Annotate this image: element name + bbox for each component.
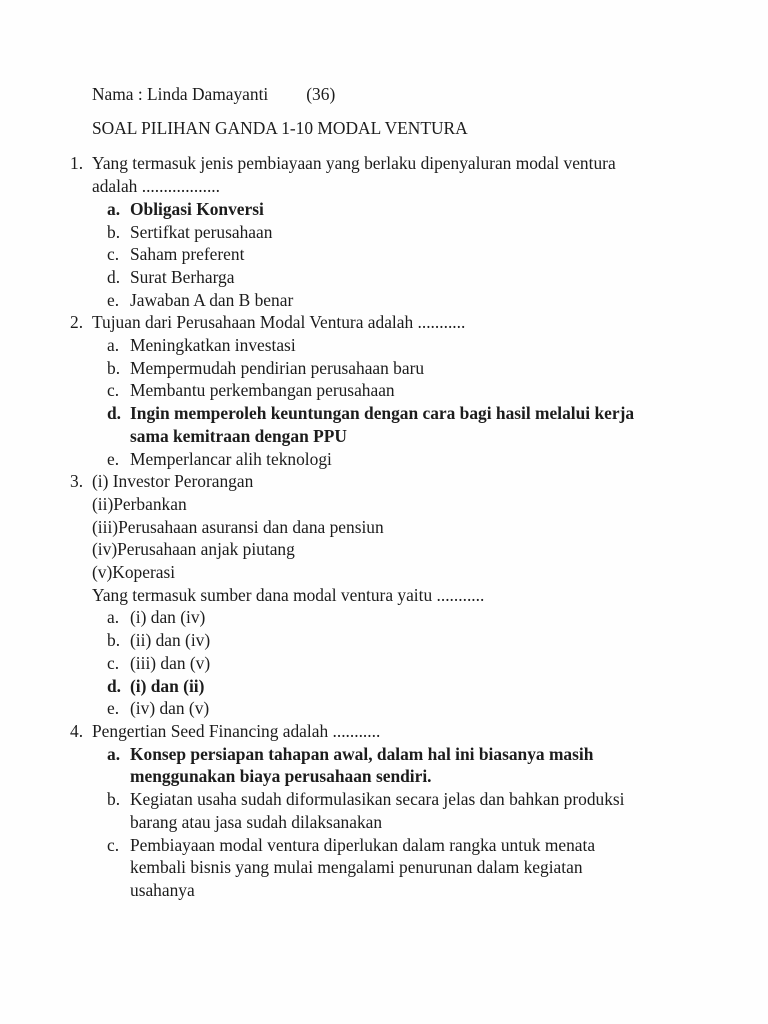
option-row [0, 198, 768, 221]
option-row [0, 379, 768, 402]
option-row [0, 834, 768, 902]
option-text-line: usahanya [130, 879, 195, 900]
option-letter: a. [107, 743, 121, 764]
question-stem-line: (v)Koperasi [92, 562, 176, 583]
option-row [0, 448, 768, 471]
question-number: 3. [70, 471, 84, 492]
question-stem-line: Pengertian Seed Financing adalah ........... [92, 720, 381, 741]
question-stem-line: Yang termasuk sumber dana modal ventura yaitu ........... [92, 584, 485, 605]
option-text-line: Ingin memperoleh keuntungan dengan cara bagi hasil melalui kerja [130, 403, 635, 424]
option-row [0, 675, 768, 698]
document-content [0, 83, 768, 902]
option-letter: b. [107, 357, 121, 378]
option-row [0, 652, 768, 675]
page-title: SOAL PILIHAN GANDA 1-10 MODAL VENTURA [92, 117, 468, 138]
question-stem-line: adalah .................. [92, 176, 220, 197]
option-text-line: Surat Berharga [130, 266, 235, 287]
student-number: (36) [306, 84, 336, 104]
option-letter: a. [107, 335, 120, 356]
question-stem-line: (iii)Perusahaan asuransi dan dana pensiun [92, 516, 384, 537]
option-letter: b. [107, 221, 121, 242]
option-text-line: Sertifkat perusahaan [130, 221, 273, 242]
question-number: 4. [70, 720, 84, 741]
question-3 [0, 470, 768, 720]
option-letter: b. [107, 789, 121, 810]
option-row [0, 243, 768, 266]
option-text-line: Pembiayaan modal ventura diperlukan dalam rangka untuk menata [130, 834, 596, 855]
option-letter: d. [107, 403, 122, 424]
option-text-line: sama kemitraan dengan PPU [130, 425, 347, 446]
question-number: 2. [70, 312, 84, 333]
option-row [0, 629, 768, 652]
option-text-line: Membantu perkembangan perusahaan [130, 380, 395, 401]
question-1 [0, 152, 768, 311]
option-text-line: Konsep persiapan tahapan awal, dalam hal ini biasanya masih [130, 743, 594, 764]
option-text-line: (iii) dan (v) [130, 652, 211, 673]
option-row [0, 743, 768, 788]
option-letter: e. [107, 448, 120, 469]
option-text-line: barang atau jasa sudah dilaksanakan [130, 811, 383, 832]
option-text-line: Obligasi Konversi [130, 198, 264, 219]
option-text-line: Mempermudah pendirian perusahaan baru [130, 357, 425, 378]
option-letter: b. [107, 630, 121, 651]
option-letter: c. [107, 380, 120, 401]
option-row [0, 334, 768, 357]
option-row [0, 788, 768, 833]
option-text-line: Meningkatkan investasi [130, 335, 296, 356]
option-letter: a. [107, 198, 121, 219]
question-number: 1. [70, 153, 84, 174]
question-stem-line: (ii)Perbankan [92, 493, 187, 514]
option-letter: a. [107, 607, 120, 628]
option-letter: d. [107, 266, 121, 287]
option-text-line: menggunakan biaya perusahaan sendiri. [130, 766, 432, 787]
option-text-line: Jawaban A dan B benar [130, 289, 294, 310]
question-stem-line: Yang termasuk jenis pembiayaan yang berlaku dipenyaluran modal ventura [92, 153, 616, 174]
option-text-line: (i) dan (ii) [130, 675, 205, 696]
option-text-line: Memperlancar alih teknologi [130, 448, 332, 469]
option-letter: c. [107, 652, 120, 673]
option-text-line: Saham preferent [130, 244, 245, 265]
question-stem-line: Tujuan dari Perusahaan Modal Ventura adalah ........... [92, 312, 466, 333]
option-row [0, 357, 768, 380]
option-row [0, 221, 768, 244]
student-name: Nama : Linda Damayanti [92, 84, 269, 104]
option-letter: d. [107, 675, 122, 696]
question-4 [0, 720, 768, 902]
option-row [0, 606, 768, 629]
option-text-line: (iv) dan (v) [130, 698, 210, 719]
question-2 [0, 311, 768, 470]
option-text-line: Kegiatan usaha sudah diformulasikan secara jelas dan bahkan produksi [130, 789, 625, 810]
option-letter: e. [107, 698, 120, 719]
option-letter: e. [107, 289, 120, 310]
option-row [0, 289, 768, 312]
option-row [0, 697, 768, 720]
option-text-line: (i) dan (iv) [130, 607, 206, 628]
option-row [0, 266, 768, 289]
student-name-line [92, 83, 768, 106]
option-text-line: (ii) dan (iv) [130, 630, 211, 651]
option-row [0, 402, 768, 447]
option-letter: c. [107, 834, 120, 855]
question-stem-line: (i) Investor Perorangan [92, 471, 254, 492]
question-stem-line: (iv)Perusahaan anjak piutang [92, 539, 295, 560]
option-text-line: kembali bisnis yang mulai mengalami penurunan dalam kegiatan [130, 857, 583, 878]
option-letter: c. [107, 244, 120, 265]
